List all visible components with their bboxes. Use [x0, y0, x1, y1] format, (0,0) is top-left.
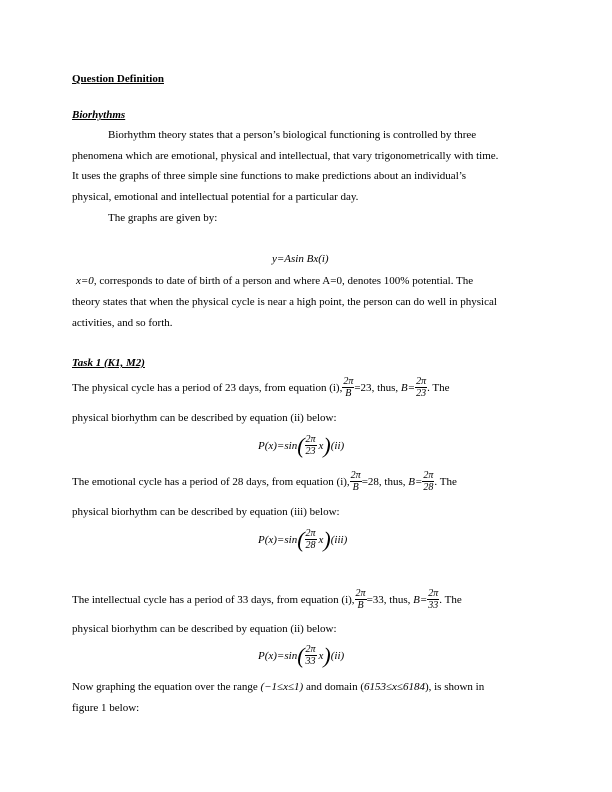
section-title-task-1: Task 1 (K1, M2): [72, 357, 145, 369]
fraction: $\frac{2\pi}{33}$: [428, 588, 439, 611]
x-zero: x=0: [76, 275, 94, 287]
heading: Question Definition: [72, 73, 164, 85]
intro-line-4: physical, emotional and intellectual potential for a particular day.: [72, 191, 359, 203]
physical-period-line: The physical cycle has a period of 23 days, from equation (i), $\frac{2\pi}{B}$ =23 , thus, B= $\frac{2\pi}{23}$ . The: [72, 376, 450, 399]
fraction: $\frac{2\pi}{33}$: [305, 644, 316, 667]
range-line-2: figure 1 below:: [72, 702, 140, 714]
fraction: $\frac{2\pi}{23}$: [416, 376, 427, 399]
main-equation: y=Asin Bx(i): [272, 253, 329, 265]
after-eq-line-2: theory states that when the physical cycle is near a high point, the person can do well in physical: [72, 296, 497, 308]
fraction: $\frac{2\pi}{28}$: [305, 528, 316, 551]
intellectual-period-line: The intellectual cycle has a period of 33 days, from equation (i), $\frac{2\pi}{B}$ =33 , thus, B= $\frac{2\pi}{33}$ . The: [72, 588, 462, 611]
fraction: $\frac{2\pi}{28}$: [423, 470, 434, 493]
fraction: $\frac{2\pi}{B}$: [355, 588, 366, 611]
intro-line-5: The graphs are given by:: [108, 212, 218, 224]
intro-line-1: Biorhythm theory states that a person’s biological functioning is controlled by three: [108, 129, 477, 141]
intro-line-3: It uses the graphs of three simple sine functions to make predictions about an individual’s: [72, 170, 467, 182]
emotional-line-2: physical biorhythm can be described by equation (iii) below:: [72, 506, 340, 518]
fraction: $\frac{2\pi}{B}$: [350, 470, 361, 493]
emotional-equation: P(x)=sin ( $\frac{2\pi}{28}$ x ) (iii): [258, 526, 348, 552]
intellectual-line-2: physical biorhythm can be described by equation (ii) below:: [72, 623, 337, 635]
after-eq-line-3: activities, and so forth.: [72, 317, 173, 329]
physical-line-2: physical biorhythm can be described by equation (ii) below:: [72, 412, 337, 424]
after-eq-line-1: x=0, corresponds to date of birth of a person and where A=0, denotes 100% potential. The: [76, 275, 474, 287]
emotional-period-line: The emotional cycle has a period of 28 days, from equation (i), $\frac{2\pi}{B}$ =28 , thus, B= $\frac{2\pi}{28}$ . The: [72, 470, 457, 493]
range-line-1: Now graphing the equation over the range (−1≤x≤1) and domain (6153≤x≤6184), is shown in: [72, 681, 485, 693]
fraction: $\frac{2\pi}{23}$: [305, 434, 316, 457]
physical-equation: P(x)=sin ( $\frac{2\pi}{23}$ x ) (ii): [258, 432, 345, 458]
intellectual-equation: P(x)=sin ( $\frac{2\pi}{33}$ x ) (ii): [258, 642, 345, 668]
intro-line-2: phenomena which are emotional, physical and intellectual, that vary trigonometrically with time.: [72, 150, 499, 162]
fraction: $\frac{2\pi}{B}$: [343, 376, 354, 399]
section-title-biorhythms: Biorhythms: [72, 109, 126, 121]
